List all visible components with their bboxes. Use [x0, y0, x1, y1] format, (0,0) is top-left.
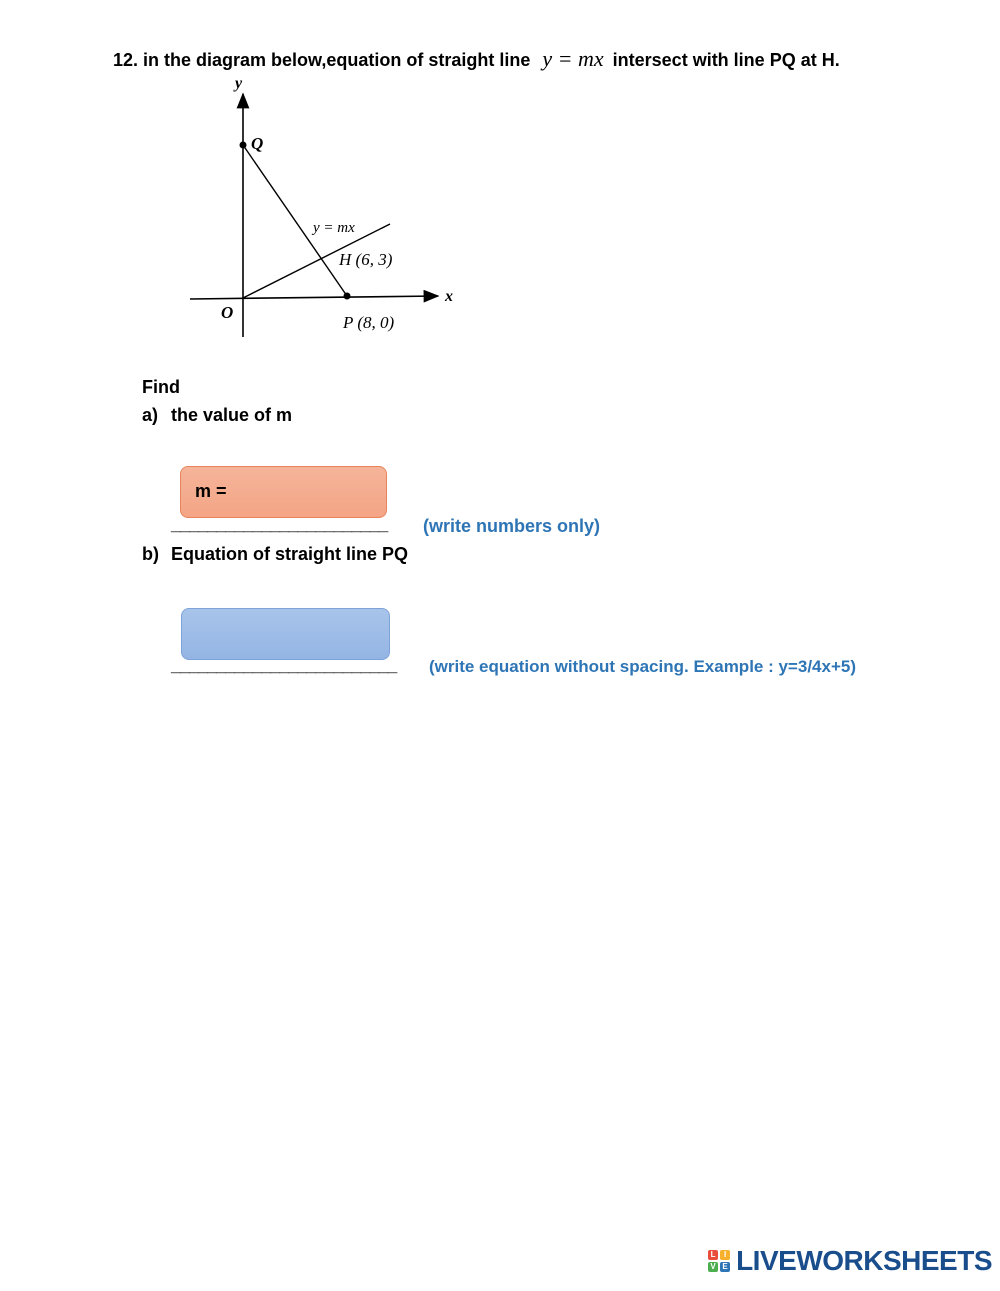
part-a-hint: (write numbers only) [423, 516, 601, 536]
part-b-letter: b) [142, 544, 159, 564]
part-b-text: Equation of straight line PQ [171, 544, 409, 564]
part-b-underline: _________________________ [171, 655, 397, 675]
question-text-after: intersect with line PQ at H. [612, 50, 840, 70]
x-axis-label: x [445, 288, 453, 305]
logo-text: LIVEWORKSHEETS [736, 1245, 992, 1276]
answer-m-input[interactable] [180, 466, 387, 518]
question-line [113, 46, 840, 72]
logo-letter-v: V [708, 1262, 718, 1272]
question-math: y = mx [542, 46, 604, 71]
question-number: 12. [113, 50, 139, 70]
y-axis-label: y [235, 75, 243, 92]
q-label: Q [251, 134, 264, 153]
logo-icon [708, 1250, 730, 1272]
p-label: P (8, 0) [343, 313, 395, 332]
line-label: y = mx [313, 220, 355, 236]
point-q [240, 142, 247, 149]
answer-pq-input[interactable] [181, 608, 390, 660]
answer-m-prefix: m = [195, 481, 227, 501]
part-a-letter: a) [142, 405, 159, 425]
part-b-hint: (write equation without spacing. Example : y=3/4x+5) [429, 657, 856, 676]
liveworksheets-logo [708, 1245, 992, 1277]
logo-letter-e: E [720, 1262, 730, 1272]
question-text-before: in the diagram below,equation of straight line [143, 50, 531, 70]
find-label: Find [142, 377, 180, 397]
point-p [344, 293, 351, 300]
x-axis [190, 296, 438, 299]
part-a-text: the value of m [171, 405, 293, 425]
coordinate-diagram [185, 72, 485, 344]
h-label: H (6, 3) [339, 250, 393, 269]
part-a-underline: ________________________ [171, 514, 388, 534]
logo-letter-i: I [720, 1250, 730, 1260]
logo-letter-l: L [708, 1250, 718, 1260]
origin-label: O [221, 303, 234, 322]
